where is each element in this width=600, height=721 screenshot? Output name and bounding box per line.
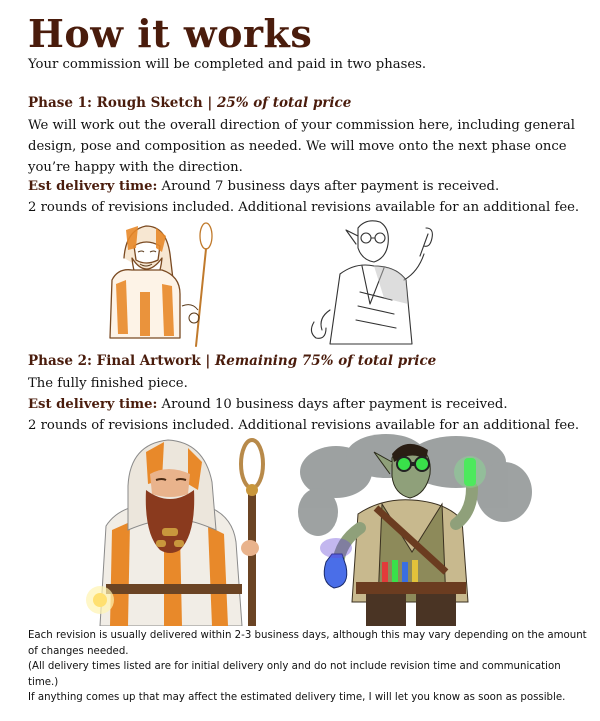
footer-note-revision: Each revision is usually delivered within 2-3 business days, although this may vary depending on the amount of changes needed.	[28, 630, 587, 657]
footer-notes	[28, 628, 593, 706]
phase1-delivery-label: Est delivery time:	[28, 179, 158, 194]
phase1-delivery	[28, 176, 588, 197]
final-dwarf-illustration	[76, 434, 276, 626]
sketch-elf-illustration	[300, 214, 450, 348]
phase2-delivery	[28, 394, 588, 415]
phase2-price: Remaining 75% of total price	[215, 353, 437, 369]
phase1-revisions: 2 rounds of revisions included. Additional revisions available for an additional fee.	[28, 200, 580, 215]
phase2-delivery-text: Around 10 business days after payment is received.	[157, 397, 508, 412]
phase1-heading	[28, 94, 351, 113]
phase1-title: Phase 1: Rough Sketch |	[28, 95, 217, 111]
phase2-revisions: 2 rounds of revisions included. Additional revisions available for an additional fee.	[28, 418, 580, 433]
phase2-heading	[28, 352, 436, 371]
phase1-delivery-text: Around 7 business days after payment is received.	[157, 179, 500, 194]
phase2-delivery-label: Est delivery time:	[28, 397, 158, 412]
footer-note-delivery: (All delivery times listed are for initial delivery only and do not include revision time and communication time.)	[28, 661, 561, 688]
phase2-title: Phase 2: Final Artwork |	[28, 353, 216, 369]
page-title: How it works	[28, 11, 313, 56]
final-elf-illustration	[296, 432, 532, 626]
phase1-description: We will work out the overall direction of your commission here, including general design, pose and composition as needed. We will move onto the next phase once you’re happy with the direction.	[28, 118, 575, 175]
footer-note-updates: If anything comes up that may affect the estimated delivery time, I will let you know as soon as possible.	[28, 692, 566, 703]
sketch-dwarf-illustration	[96, 218, 226, 348]
phase1-price: 25% of total price	[216, 95, 352, 111]
intro-text: Your commission will be completed and paid in two phases.	[28, 57, 427, 72]
phase2-description: The fully finished piece.	[28, 376, 188, 391]
